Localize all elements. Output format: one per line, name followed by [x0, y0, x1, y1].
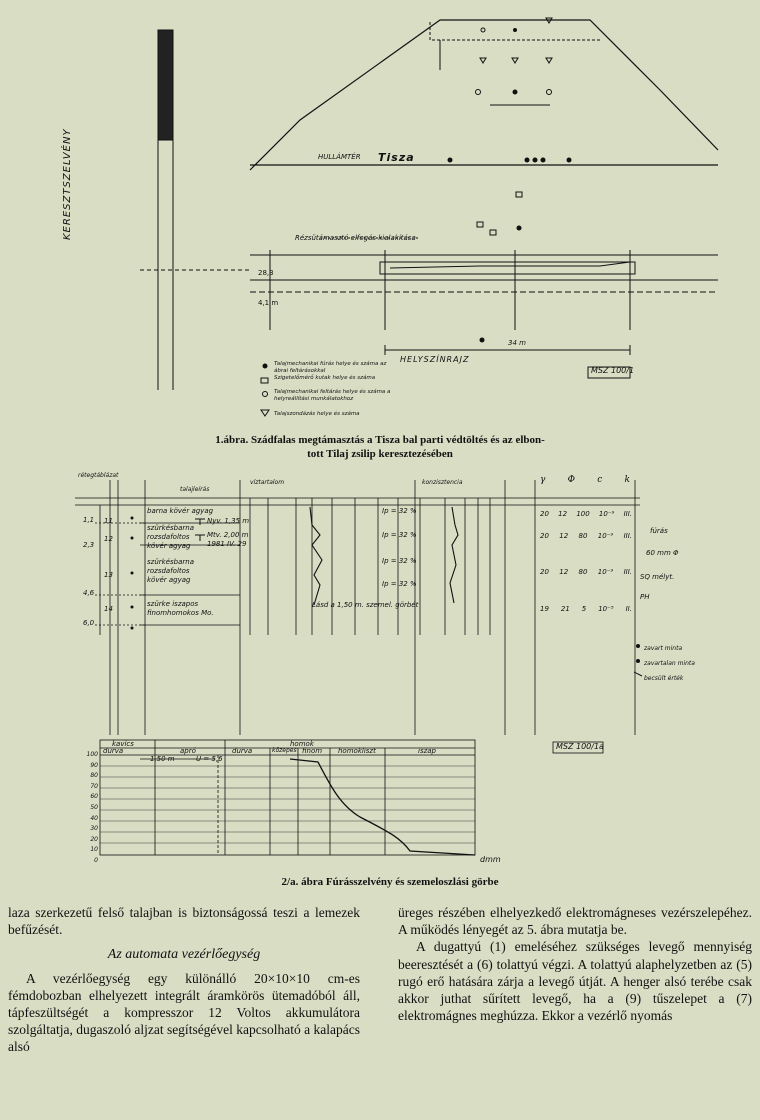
- param-row: [540, 605, 632, 613]
- svg-text:28,3: 28,3: [258, 269, 274, 277]
- param-cell: 20: [540, 568, 549, 576]
- col-header-consistency: konzisztencia: [422, 479, 463, 486]
- col-header-description: talajleírás: [180, 486, 210, 493]
- sample-num: 13: [104, 571, 113, 579]
- y-tick: 0: [94, 856, 98, 864]
- paragraph: üreges részében elhelyezkedő elektromágneses vezérszelepéhez. A működés lényegét az 5. ábra mutatja be.: [398, 905, 752, 938]
- right-note: SQ mélyt.: [640, 573, 675, 581]
- grain-label: homokliszt: [338, 747, 376, 755]
- param-cell: 12: [558, 510, 568, 518]
- grain-label-sand: homok: [290, 740, 314, 748]
- legend-item: Talajszondázás helye és száma: [274, 411, 360, 417]
- y-tick: 20: [90, 835, 98, 843]
- param-cell: III.: [623, 510, 632, 518]
- svg-text:4,1 m: 4,1 m: [258, 299, 279, 307]
- grain-uniformity-label: U = 5,6: [196, 755, 223, 763]
- water-level-label: Nyv. 1,35 m: [207, 517, 250, 525]
- sample-legend-item: zavart minta: [644, 645, 683, 652]
- param-cell: 12: [559, 532, 569, 540]
- sample-legend-item: becsült érték: [644, 675, 684, 682]
- y-tick: 50: [90, 803, 98, 811]
- param-header: c: [597, 475, 603, 485]
- grain-label: iszap: [418, 747, 436, 755]
- layer-description: szürkésbarna rozsdafoltos kövér agyag: [147, 558, 194, 584]
- param-row: [540, 510, 632, 518]
- body-column-left: [8, 904, 360, 1056]
- section-heading: Az automata vezérlőegység: [107, 947, 261, 963]
- figure-1-caption: [150, 433, 610, 461]
- grain-label-gravel: kavics: [112, 740, 134, 748]
- param-cell: II.: [625, 605, 632, 613]
- grain-label: durva: [232, 747, 253, 755]
- dimension-label: 34 m: [508, 339, 526, 347]
- grain-depth-label: 1,50 m: [150, 755, 175, 763]
- param-cell: 100: [576, 510, 590, 518]
- y-tick: 60: [90, 793, 98, 801]
- right-note: PH: [640, 593, 650, 601]
- param-cell: 80: [578, 532, 588, 540]
- param-cell: 21: [560, 605, 570, 613]
- sample-num: 12: [104, 535, 113, 543]
- figure-1: [0, 0, 760, 460]
- paragraph: laza szerkezetű felső talajban is biztonságossá teszi a lemezek befűzését.: [8, 905, 360, 938]
- grain-label: közepes: [272, 747, 297, 754]
- col-header-water: víztartalom: [250, 479, 285, 486]
- param-header: γ: [540, 475, 546, 485]
- param-cell: 20: [540, 532, 549, 540]
- depth-label: 2,3: [83, 541, 95, 549]
- figure-1-legend: [274, 361, 394, 418]
- y-axis-ticks: [84, 750, 98, 867]
- caption-line: 1.ábra. Szádfalas megtámasztás a Tisza bal parti védtöltés és az elbon-: [215, 434, 545, 446]
- map-title: HELYSZÍNRAJZ: [400, 355, 470, 364]
- paragraph: A vezérlőegység egy különálló 20×10×10 cm-es fémdobozban elhelyezett integrált áramkörös ütemadóból áll, tápfeszültségét a kompresszor 12 Voltos akkumulátora szolgáltatja, dugaszoló aljzat segítségével kapcsolható a kalapács alsó: [8, 970, 360, 1055]
- grain-label: durva: [103, 747, 124, 755]
- right-note: 60 mm Φ: [646, 549, 679, 557]
- depth-label: 6,0: [83, 619, 95, 627]
- param-cell: 10⁻⁹: [598, 510, 615, 518]
- water-level-label: 1981 IV. 29: [207, 540, 247, 548]
- legend-item: Talajmechanikai fúrás helye és száma az ábrai feltárásokkal: [274, 361, 387, 374]
- ip-label: Ip = 32 %: [382, 531, 417, 539]
- sample-num: 11: [104, 517, 113, 525]
- y-tick: 10: [90, 846, 98, 854]
- flood-side-label: HULLÁMTÉR: [318, 153, 361, 161]
- grain-label: finom: [302, 747, 323, 755]
- y-tick: 100: [86, 751, 98, 758]
- param-row: [540, 568, 632, 576]
- param-cell: III.: [623, 568, 632, 576]
- param-header: Φ: [567, 475, 576, 485]
- figure-2: [0, 465, 760, 895]
- water-level-label: Mtv. 2,00 m: [207, 531, 249, 539]
- layer-description: barna kövér agyag: [147, 507, 214, 515]
- param-cell: 19: [540, 605, 549, 613]
- param-cell: 12: [559, 568, 569, 576]
- sample-legend-item: zavartalan minta: [644, 660, 695, 667]
- y-tick: 70: [90, 782, 98, 790]
- y-tick: 30: [90, 825, 98, 833]
- param-cell: 10⁻⁹: [597, 568, 614, 576]
- right-note: fúrás: [650, 527, 668, 535]
- paragraph: A dugattyú (1) emeléséhez szükséges levegő mennyiség beeresztését a (6) tolattyú végzi. A tolattyú alaphelyzetben az (5) rugó erő hatására zárja a levegő útját. A henger alsó terébe csak akkor juthat sűrített levegő, ha a (9) tűszelepet a (7) elektromágnes meghúzza. Ekkor a vezérlő nyomás: [398, 939, 752, 1024]
- grain-label: apró: [180, 747, 196, 755]
- layer-description: szürkésbarna rozsdafoltos kövér agyag: [147, 524, 194, 550]
- figure-2-caption: 2/a. ábra Fúrásszelvény és szemeloszlási görbe: [281, 876, 499, 888]
- param-cell: 5: [581, 605, 587, 613]
- depth-label: 4,6: [83, 589, 95, 597]
- ip-label: Ip = 32 %: [382, 580, 417, 588]
- col-header-params: [540, 475, 630, 485]
- y-tick: 40: [90, 814, 98, 822]
- param-cell: III.: [623, 532, 632, 540]
- sample-num: 14: [104, 605, 113, 613]
- param-cell: 10⁻⁵: [598, 605, 614, 613]
- river-label: Tisza: [378, 151, 415, 164]
- depth-label: 1,1: [83, 516, 95, 524]
- see-curve-note: Lásd a 1,50 m. szemel. görbét: [312, 601, 419, 609]
- svg-text:Rézsütámasztó elfogás kialakít: Rézsütámasztó elfogás kialakítása: [295, 234, 416, 242]
- param-cell: 80: [578, 568, 588, 576]
- y-tick: 80: [90, 772, 98, 780]
- param-cell: 20: [540, 510, 549, 518]
- y-tick: 90: [90, 761, 98, 769]
- col-header-layers: rétegtáblázat: [78, 472, 119, 479]
- sample-legend: [644, 641, 695, 686]
- param-header: k: [624, 475, 630, 485]
- profile-title: KERESZTSZELVÉNY: [62, 128, 73, 240]
- layer-description: szürke iszapos finomhomokos Mo.: [147, 600, 214, 617]
- stamp-figure-2: MSZ 100/1a: [556, 742, 604, 751]
- caption-line: tott Tilaj zsilip keresztezésében: [307, 448, 453, 460]
- x-axis-unit: dmm: [480, 855, 501, 864]
- param-row: [540, 532, 632, 540]
- param-cell: 10⁻⁹: [597, 532, 614, 540]
- ip-label: Ip = 32 %: [382, 557, 417, 565]
- stamp-figure-1: MSZ 100/1: [591, 366, 635, 375]
- legend-item: Szigetelőmérő kutak helye és száma: [274, 375, 376, 381]
- legend-item: Talajmechanikai feltárás helye és száma a helyreállítási munkálatokhoz: [274, 389, 391, 402]
- body-column-right: [398, 904, 752, 1024]
- ip-label: Ip = 32 %: [382, 507, 417, 515]
